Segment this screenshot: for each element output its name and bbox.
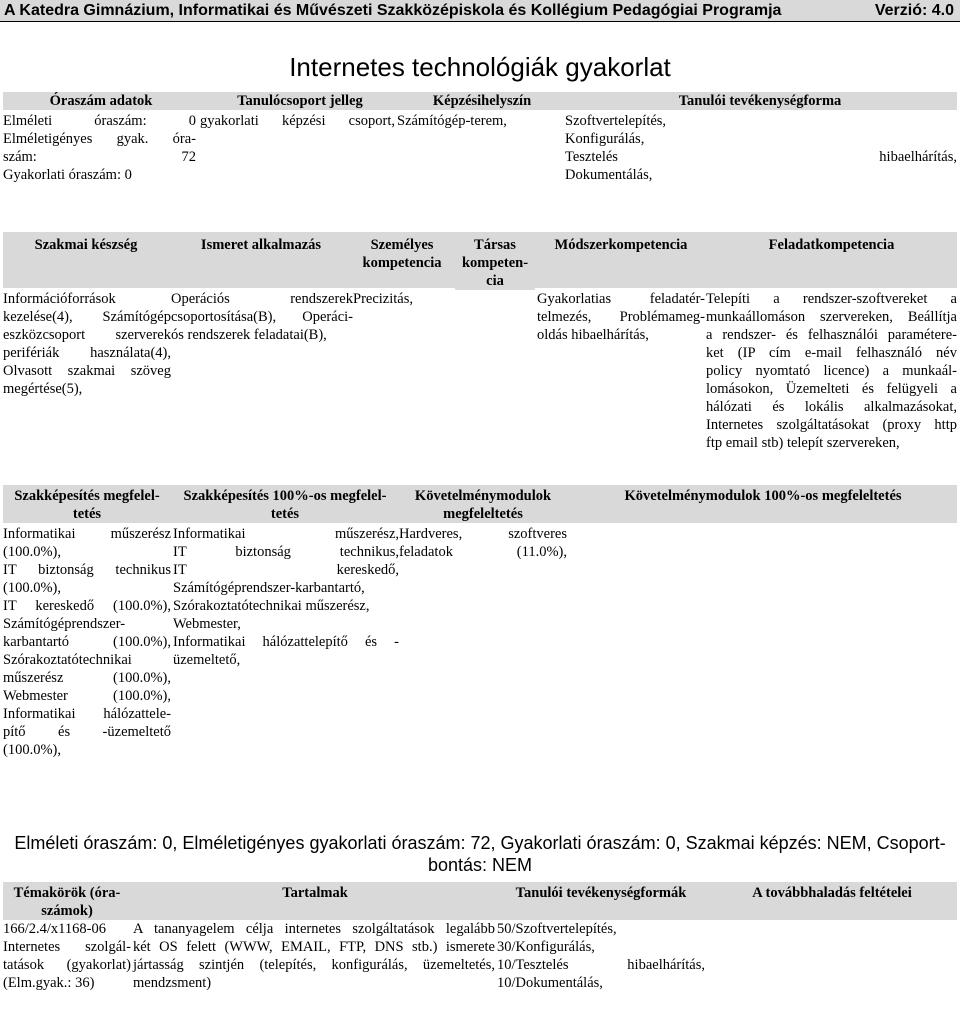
skill-line: Olvasott szakmai szöveg [3,363,171,379]
activities-line: 30/Konfigurálás, [497,939,595,955]
qualification-full-line: Informatikai hálózattelepítő és - [173,634,399,650]
activities-line: 10/Tesztelés hibaelhárítás, [497,957,705,973]
qualification-line: Számítógéprendszer- [3,616,126,632]
qualification-line: IT biztonság technikus [3,562,171,578]
activity-line: Tesztelés hibaelhárítás, [565,149,957,165]
method-line: Gyakorlatias feladatér- [537,291,705,307]
method-data [537,290,705,344]
qualification-line: (100.0%), [3,544,61,560]
modules-data [399,525,567,561]
col-header-method: Módszerkompetencia [537,236,705,254]
col-header-hours: Óraszám adatok [3,92,199,110]
qualification-full-line: Szórakoztatótechnikai műszerész, [173,598,370,614]
header-school-name: A Katedra Gimnázium, Informatikai és Művészeti Szakközépiskola és Kollégium Pedagógiai Programja [4,1,782,19]
summary-line: Elméleti óraszám: 0, Elméletigényes gyakorlati óraszám: 72, Gyakorlati óraszám: 0, Szakmai képzés: NEM, Csoport- [14,833,946,853]
topics-table [3,882,957,1010]
qualification-line: pítő és -üzemeltető [3,724,171,740]
contents-line: két OS felett (WWW, EMAIL, FTP, DNS stb.) ismerete [133,939,495,955]
task-line: policy nyomtató licence) a munkaál- [706,363,957,379]
qualification-line: IT kereskedő (100.0%), [3,598,171,614]
hours-line: Gyakorlati óraszám: 0 [3,167,132,183]
contents-line: jártasság szintjén (telepítés, konfigurálás, üzemeltetés, [133,957,495,973]
qualification-line: Informatikai műszerész [3,526,171,542]
qualification-line: műszerész (100.0%), [3,670,171,686]
qualification-line: karbantartó (100.0%), [3,634,171,650]
col-header-activities: Tanulói tevékenységformák [497,884,705,902]
qualification-full-line: Számítógéprendszer-karbantartó, [173,580,365,596]
col-header-social: Társas kompeten-cia [455,236,535,290]
activity-line: Konfigurálás, [565,131,645,147]
activities-line: 10/Dokumentálás, [497,975,603,991]
task-line: Internetes szolgáltatásokat (proxy http [706,417,957,433]
col-header-task: Feladatkompetencia [706,236,957,254]
col-header-location: Képzésihelyszín [395,92,569,110]
task-line: Telepíti a rendszer-szoftvereket a [706,291,957,307]
knowledge-data [171,290,353,344]
qualification-full-line: IT biztonság technikus, [173,544,399,560]
hours-data [3,112,196,184]
qualification-data [3,525,171,759]
modules-line: feladatok (11.0%), [399,544,567,560]
col-header-activity: Tanulói tevékenységforma [563,92,957,110]
qualification-line: Webmester (100.0%), [3,688,171,704]
qualification-line: (100.0%), [3,742,61,758]
task-line: a rendszer- és felhasználói paramétere- [706,327,957,343]
topics-line: tatások (gyakorlat) [3,957,131,973]
skill-data [3,290,171,398]
skill-line: megértése(5), [3,381,83,397]
col-header-modules-full: Követelménymodulok 100%-os megfeleltetés [569,487,957,505]
page-title: Internetes technológiák gyakorlat [289,52,671,82]
qualification-line: Informatikai hálózattele- [3,706,171,722]
task-line: lomásokon, Üzemelteti és felügyeli a [706,381,957,397]
knowledge-line: ós rendszerek feladatai(B), [171,327,327,343]
competence-table [3,232,957,457]
knowledge-line: Operációs rendszerek [171,291,353,307]
topics-line: Internetes szolgál- [3,939,131,955]
skill-line: kezelése(4), Számítógép [3,309,171,325]
hours-line: szám: 72 [3,149,196,165]
page-header [0,0,960,22]
header-version: Verzió: 4.0 [874,1,954,19]
activity-line: Dokumentálás, [565,167,653,183]
col-header-conditions: A továbbhaladás feltételei [707,884,957,902]
col-header-group-type: Tanulócsoport jelleg [201,92,399,110]
contents-line: A tananyagelem célja internetes szolgáltatások legalább [133,921,495,937]
col-header-knowledge: Ismeret alkalmazás [171,236,351,254]
activity-line: Szoftvertelepítés, [565,113,667,129]
col-header-modules: Követelménymodulok megfeleltetés [399,487,567,523]
task-data [706,290,957,452]
qualification-full-line: IT kereskedő, [173,562,399,578]
modules-line: Hardveres, szoftveres [399,526,567,542]
qualification-full-line: Webmester, [173,616,241,632]
col-header-qualification-full: Szakképesítés 100%-os megfelel-tetés [171,487,399,523]
col-header-contents: Tartalmak [133,884,497,902]
activities-line: 50/Szoftvertelepítés, [497,921,617,937]
qualification-line: (100.0%), [3,580,61,596]
method-line: oldás hibaelhárítás, [537,327,649,343]
col-header-personal: Személyes kompetencia [353,236,451,272]
task-line: hálózati és lokális alkalmazásokat, [706,399,957,415]
col-header-qualification: Szakképesítés megfelel-tetés [3,487,171,523]
task-line: ftp email stb) telepít szervereken, [706,435,900,451]
location-value: Számítógép-terem, [397,113,507,129]
topics-data [3,920,131,992]
contents-data [133,920,495,992]
task-line: ket (IP cím e-mail felhasználó név [706,345,957,361]
col-header-topics: Témakörök (óra-számok) [3,884,131,920]
skill-line: eszközcsoport szerverek [3,327,171,343]
qualification-full-data [173,525,399,669]
summary [0,832,960,876]
qualification-full-line: üzemeltető, [173,652,241,668]
knowledge-line: csoportosítása(B), Operáci- [171,309,353,325]
skill-line: perifériák használata(4), [3,345,171,361]
task-line: munkaállomáson szervereken, Beállítja [706,309,957,325]
personal-value: Precizitás, [353,291,413,307]
activity-data [565,112,957,184]
hours-line: Elméleti óraszám: 0 [3,113,196,129]
topics-line: 166/2.4/x1168-06 [3,921,106,937]
skill-line: Információforrások [3,291,116,307]
hours-table [3,92,957,187]
hours-line: Elméletigényes gyak. óra- [3,131,196,147]
contents-line: mendzsment) [133,975,212,991]
group-type-value: gyakorlati képzési csoport, [200,113,395,129]
col-header-skill: Szakmai készség [3,236,169,254]
method-line: telmezés, Problémameg- [537,309,705,325]
summary-line: bontás: NEM [427,855,533,875]
topics-line: (Elm.gyak.: 36) [3,975,95,991]
qualification-line: Szórakoztatótechnikai [3,652,132,668]
qualification-table [3,485,957,765]
activities-data [497,920,705,992]
qualification-full-line: Informatikai műszerész, [173,526,399,542]
